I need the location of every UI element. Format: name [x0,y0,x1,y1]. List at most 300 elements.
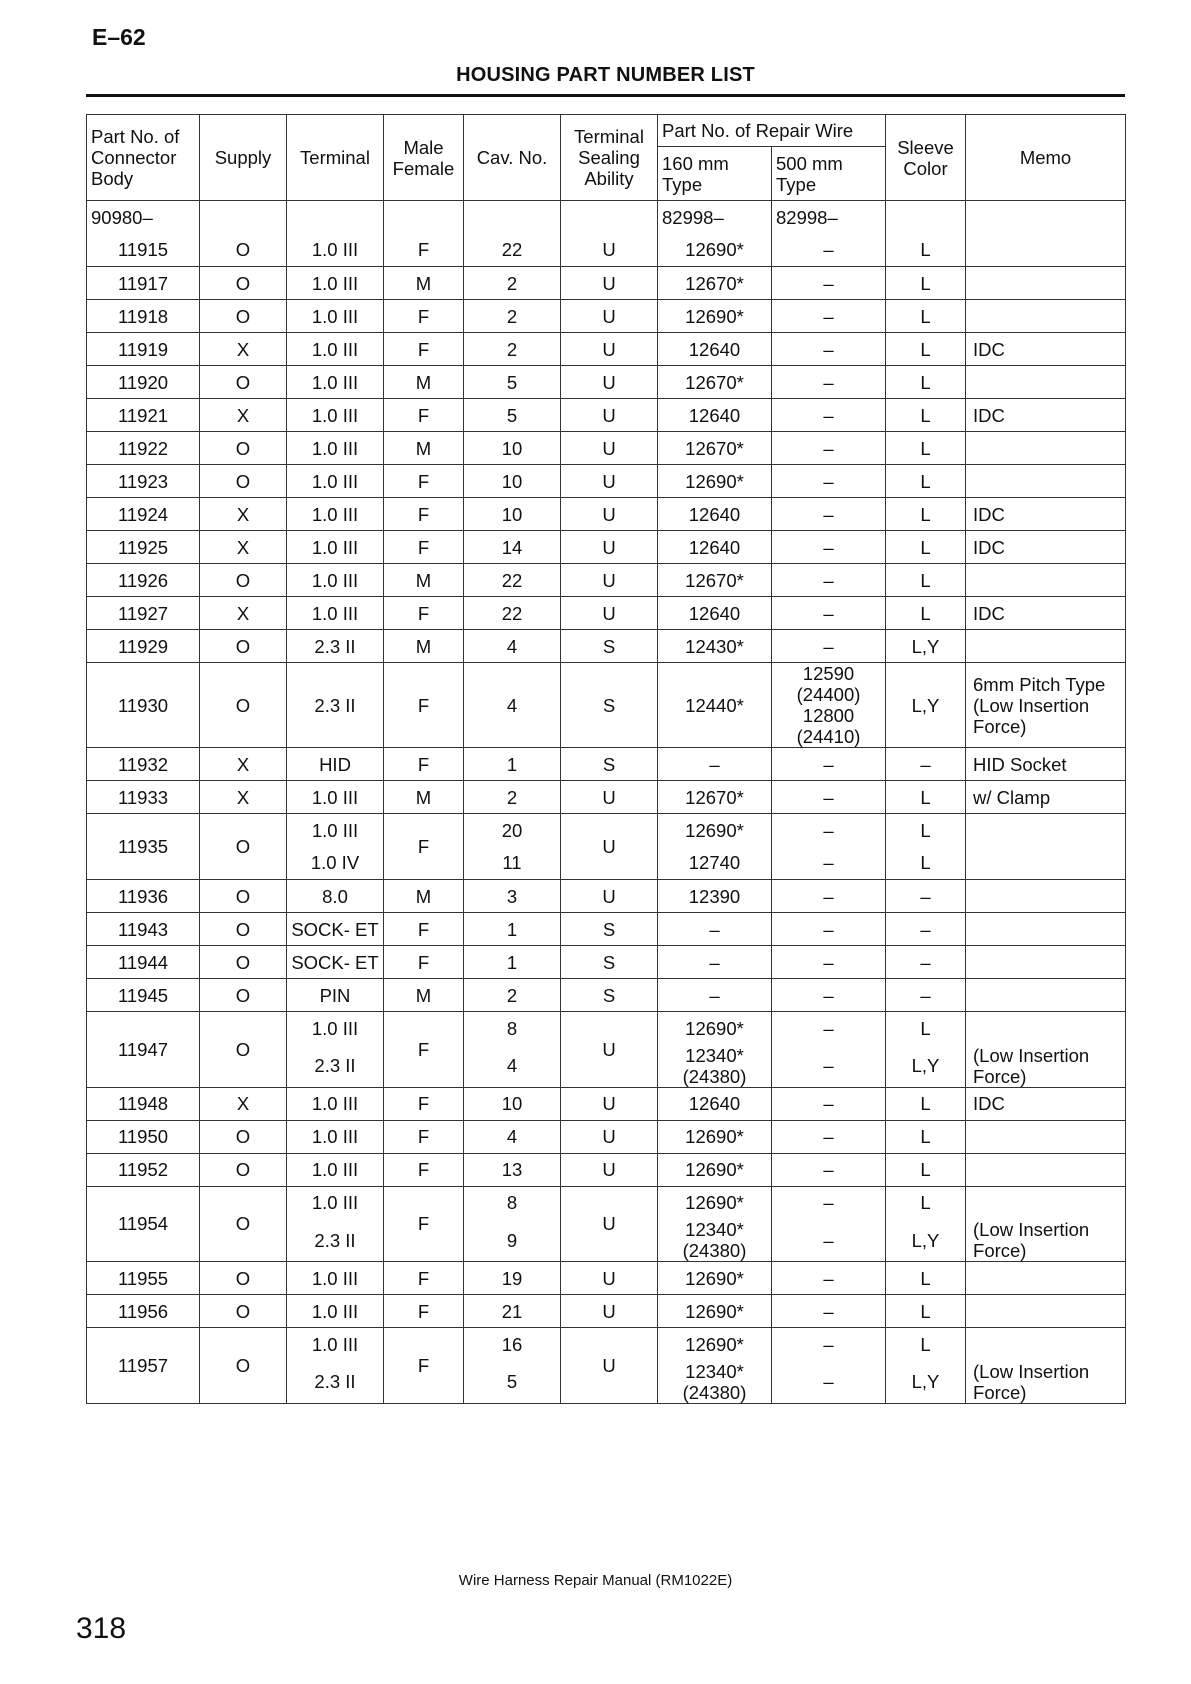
repair-160-cell: 12690* [658,234,772,267]
memo-cell: HID Socket [966,748,1126,781]
sealing-cell: U [561,1262,658,1295]
table-row [87,1328,1126,1361]
supply-cell: X [200,399,287,432]
supply-cell: O [200,1012,287,1088]
repair-160-cell: 12690* [658,1012,772,1045]
terminal-cell: 1.0 III [287,498,384,531]
repair-160-cell: 12690* [658,1153,772,1186]
sleeve-cell: L,Y [886,1219,966,1262]
terminal-cell: 1.0 III [287,597,384,630]
terminal-cell: 1.0 III [287,531,384,564]
cav-cell: 5 [464,399,561,432]
repair-500-cell: – [772,597,886,630]
memo-cell [966,814,1126,880]
memo-cell [966,1186,1126,1219]
table-row [87,498,1126,531]
supply-cell: O [200,663,287,748]
repair-160-cell: – [658,979,772,1012]
sleeve-cell: L [886,399,966,432]
memo-cell [966,880,1126,913]
male-female-cell: F [384,465,464,498]
supply-cell: O [200,946,287,979]
section-code: E–62 [92,24,146,50]
sleeve-cell: L [886,465,966,498]
male-female-cell: F [384,1295,464,1328]
terminal-cell: 1.0 III [287,1012,384,1045]
repair-160-cell: – [658,946,772,979]
repair-160-cell: 12340* (24380) [658,1361,772,1404]
repair-500-cell: – [772,234,886,267]
memo-cell [966,630,1126,663]
supply-cell: O [200,1186,287,1262]
table-row [87,748,1126,781]
part-number: 11917 [87,267,200,300]
male-female-cell: F [384,498,464,531]
sleeve-cell: L [886,1328,966,1361]
memo-cell [966,1012,1126,1045]
male-female-cell: F [384,333,464,366]
repair-160-cell: 12640 [658,531,772,564]
male-female-cell: F [384,1087,464,1120]
sealing-cell: S [561,913,658,946]
sealing-cell: U [561,814,658,880]
cav-cell: 13 [464,1153,561,1186]
sleeve-cell: L [886,267,966,300]
repair-500-cell: – [772,1361,886,1404]
repair-500-cell: – [772,1012,886,1045]
supply-cell: X [200,333,287,366]
part-number: 11929 [87,630,200,663]
sealing-cell: U [561,399,658,432]
part-number: 11950 [87,1120,200,1153]
male-female-cell: F [384,1262,464,1295]
terminal-cell: 2.3 II [287,1361,384,1404]
prefix-part: 90980– [87,201,200,234]
supply-cell: O [200,564,287,597]
sealing-cell: U [561,300,658,333]
male-female-cell: F [384,814,464,880]
male-female-cell: M [384,432,464,465]
terminal-cell: PIN [287,979,384,1012]
male-female-cell: F [384,597,464,630]
sleeve-cell: – [886,748,966,781]
part-number: 11922 [87,432,200,465]
repair-160-cell: 12670* [658,267,772,300]
repair-500-cell: – [772,432,886,465]
table-row [87,814,1126,847]
part-number: 11936 [87,880,200,913]
table-row [87,465,1126,498]
terminal-cell: 1.0 III [287,1328,384,1361]
terminal-cell: 2.3 II [287,1045,384,1088]
part-number: 11954 [87,1186,200,1262]
terminal-cell: 2.3 II [287,1219,384,1262]
sleeve-cell: L [886,1153,966,1186]
repair-500-cell: – [772,531,886,564]
repair-500-cell: – [772,913,886,946]
part-number: 11927 [87,597,200,630]
sleeve-cell: – [886,880,966,913]
part-number: 11921 [87,399,200,432]
repair-160-cell: 12690* [658,1328,772,1361]
cav-cell: 11 [464,847,561,880]
sealing-cell: U [561,366,658,399]
table-row [87,564,1126,597]
part-number: 11947 [87,1012,200,1088]
cav-cell: 2 [464,300,561,333]
terminal-cell: 8.0 [287,880,384,913]
table-row [87,1295,1126,1328]
repair-500-cell: – [772,781,886,814]
table-row [87,531,1126,564]
table-row [87,1120,1126,1153]
repair-500-cell: – [772,814,886,847]
repair-160-cell: 12690* [658,465,772,498]
supply-cell: O [200,913,287,946]
header-male-female: Male Female [384,115,464,201]
male-female-cell: M [384,564,464,597]
supply-cell: O [200,814,287,880]
repair-160-cell: 12690* [658,1186,772,1219]
memo-cell [966,1262,1126,1295]
male-female-cell: F [384,913,464,946]
sealing-cell: U [561,564,658,597]
memo-cell: IDC [966,498,1126,531]
part-number: 11919 [87,333,200,366]
memo-cell [966,432,1126,465]
male-female-cell: F [384,234,464,267]
repair-500-cell: – [772,300,886,333]
table-row [87,663,1126,748]
cav-cell: 1 [464,748,561,781]
cav-cell: 2 [464,333,561,366]
part-number: 11923 [87,465,200,498]
cav-cell: 10 [464,1087,561,1120]
male-female-cell: F [384,1153,464,1186]
memo-cell: (Low Insertion Force) [966,1361,1126,1404]
terminal-cell: 1.0 III [287,1262,384,1295]
sleeve-cell: L [886,498,966,531]
sleeve-cell: L [886,781,966,814]
terminal-cell: 1.0 IV [287,847,384,880]
part-number: 11943 [87,913,200,946]
table-row [87,1262,1126,1295]
memo-cell: w/ Clamp [966,781,1126,814]
repair-500-cell: – [772,1087,886,1120]
cav-cell: 20 [464,814,561,847]
terminal-cell: 2.3 II [287,663,384,748]
supply-cell: O [200,880,287,913]
repair-160-cell: 12670* [658,366,772,399]
supply-cell: X [200,748,287,781]
part-number: 11924 [87,498,200,531]
male-female-cell: F [384,748,464,781]
cav-cell: 8 [464,1186,561,1219]
supply-cell: X [200,597,287,630]
supply-cell: O [200,300,287,333]
sleeve-cell: L [886,847,966,880]
cav-cell: 4 [464,1120,561,1153]
sleeve-cell: L [886,333,966,366]
repair-160-cell: 12390 [658,880,772,913]
supply-cell: O [200,1295,287,1328]
male-female-cell: F [384,946,464,979]
part-number: 11945 [87,979,200,1012]
male-female-cell: F [384,663,464,748]
sealing-cell: U [561,432,658,465]
repair-160-cell: 12670* [658,432,772,465]
terminal-cell: 1.0 III [287,432,384,465]
repair-500-cell: – [772,979,886,1012]
part-number: 11918 [87,300,200,333]
male-female-cell: M [384,880,464,913]
title-rule [86,94,1125,97]
sleeve-cell: L [886,234,966,267]
repair-160-cell: 12640 [658,1087,772,1120]
sealing-cell: U [561,333,658,366]
repair-500-cell: – [772,267,886,300]
part-number: 11948 [87,1087,200,1120]
memo-cell [966,1120,1126,1153]
memo-cell: IDC [966,399,1126,432]
sealing-cell: U [561,1012,658,1088]
male-female-cell: F [384,531,464,564]
repair-500-cell: – [772,1120,886,1153]
memo-cell [966,366,1126,399]
header-sleeve-color: Sleeve Color [886,115,966,201]
header-terminal: Terminal [287,115,384,201]
repair-500-cell: – [772,880,886,913]
cav-cell: 19 [464,1262,561,1295]
sealing-cell: S [561,630,658,663]
terminal-cell: 1.0 III [287,234,384,267]
cav-cell: 5 [464,1361,561,1404]
table-row [87,1087,1126,1120]
cav-cell: 10 [464,498,561,531]
cav-cell: 2 [464,979,561,1012]
repair-500-cell: – [772,1219,886,1262]
prefix-160: 82998– [658,201,772,234]
memo-cell: IDC [966,531,1126,564]
terminal-cell: 1.0 III [287,1153,384,1186]
terminal-cell: 1.0 III [287,366,384,399]
terminal-cell: 2.3 II [287,630,384,663]
part-number: 11955 [87,1262,200,1295]
part-number: 11952 [87,1153,200,1186]
page-title: HOUSING PART NUMBER LIST [456,64,755,86]
repair-160-cell: 12670* [658,564,772,597]
memo-cell [966,564,1126,597]
sealing-cell: S [561,748,658,781]
male-female-cell: F [384,399,464,432]
header-sealing: Terminal Sealing Ability [561,115,658,201]
repair-500-cell: – [772,564,886,597]
sleeve-cell: L [886,366,966,399]
cav-cell: 22 [464,564,561,597]
supply-cell: O [200,267,287,300]
supply-cell: O [200,366,287,399]
sealing-cell: U [561,531,658,564]
supply-cell: X [200,781,287,814]
repair-500-cell: – [772,1328,886,1361]
header-500mm-type: 500 mm Type [772,147,886,201]
repair-160-cell: 12640 [658,399,772,432]
part-number: 11935 [87,814,200,880]
sealing-cell: S [561,946,658,979]
cav-cell: 2 [464,267,561,300]
memo-cell [966,1328,1126,1361]
part-number: 11957 [87,1328,200,1404]
repair-160-cell: 12440* [658,663,772,748]
terminal-cell: 1.0 III [287,1186,384,1219]
cav-cell: 10 [464,465,561,498]
repair-160-cell: – [658,748,772,781]
terminal-cell: 1.0 III [287,465,384,498]
header-cav-no: Cav. No. [464,115,561,201]
repair-160-cell: 12690* [658,1295,772,1328]
cav-cell: 8 [464,1012,561,1045]
sealing-cell: U [561,597,658,630]
repair-160-cell: 12690* [658,300,772,333]
table-row [87,432,1126,465]
header-supply: Supply [200,115,287,201]
table-row [87,234,1126,267]
repair-500-cell: – [772,498,886,531]
table-row [87,1186,1126,1219]
sleeve-cell: L [886,814,966,847]
table-row [87,597,1126,630]
table-row [87,880,1126,913]
table-row [87,1012,1126,1045]
repair-160-cell: 12690* [658,1120,772,1153]
terminal-cell: 1.0 III [287,300,384,333]
sleeve-cell: L [886,300,966,333]
sealing-cell: U [561,1186,658,1262]
supply-cell: O [200,234,287,267]
repair-160-cell: 12640 [658,597,772,630]
cav-cell: 4 [464,630,561,663]
male-female-cell: M [384,630,464,663]
terminal-cell: SOCK- ET [287,913,384,946]
sealing-cell: U [561,234,658,267]
memo-cell [966,465,1126,498]
table-row [87,630,1126,663]
supply-cell: O [200,630,287,663]
terminal-cell: HID [287,748,384,781]
repair-500-cell: – [772,1153,886,1186]
supply-cell: O [200,979,287,1012]
male-female-cell: M [384,366,464,399]
sealing-cell: U [561,267,658,300]
repair-500-cell: – [772,1045,886,1088]
sleeve-cell: L [886,432,966,465]
part-number: 11930 [87,663,200,748]
table-row [87,333,1126,366]
sleeve-cell: L [886,597,966,630]
male-female-cell: M [384,979,464,1012]
footer-text: Wire Harness Repair Manual (RM1022E) [458,1572,733,1589]
table-row [87,1153,1126,1186]
memo-cell: 6mm Pitch Type (Low Insertion Force) [966,663,1126,748]
repair-500-cell: – [772,465,886,498]
part-number: 11926 [87,564,200,597]
header-memo: Memo [966,115,1126,201]
male-female-cell: M [384,267,464,300]
sealing-cell: U [561,781,658,814]
supply-cell: X [200,498,287,531]
terminal-cell: 1.0 III [287,1120,384,1153]
repair-160-cell: 12430* [658,630,772,663]
repair-160-cell: 12340* (24380) [658,1219,772,1262]
table-row [87,979,1126,1012]
memo-cell [966,1153,1126,1186]
header-repair-wire: Part No. of Repair Wire [658,115,886,147]
cav-cell: 2 [464,781,561,814]
supply-cell: X [200,1087,287,1120]
cav-cell: 16 [464,1328,561,1361]
table-row [87,399,1126,432]
sealing-cell: U [561,880,658,913]
repair-160-cell: 12690* [658,814,772,847]
sleeve-cell: – [886,979,966,1012]
repair-500-cell: – [772,630,886,663]
sealing-cell: U [561,1153,658,1186]
sleeve-cell: L [886,1186,966,1219]
header-part-no: Part No. of Connector Body [87,115,200,201]
repair-160-cell: – [658,913,772,946]
memo-cell [966,979,1126,1012]
terminal-cell: 1.0 III [287,399,384,432]
table-row [87,267,1126,300]
part-number: 11925 [87,531,200,564]
header-160mm-type: 160 mm Type [658,147,772,201]
sleeve-cell: L [886,1012,966,1045]
repair-500-cell: – [772,1295,886,1328]
table-row [87,913,1126,946]
sleeve-cell: L [886,1262,966,1295]
sealing-cell: U [561,1328,658,1404]
sleeve-cell: – [886,913,966,946]
terminal-cell: 1.0 III [287,1087,384,1120]
terminal-cell: 1.0 III [287,814,384,847]
sealing-cell: S [561,663,658,748]
cav-cell: 4 [464,663,561,748]
repair-500-cell: 12590 (24400) 12800 (24410) [772,663,886,748]
table-row [87,946,1126,979]
cav-cell: 22 [464,234,561,267]
repair-500-cell: – [772,1262,886,1295]
cav-cell: 14 [464,531,561,564]
repair-500-cell: – [772,748,886,781]
supply-cell: O [200,1120,287,1153]
supply-cell: X [200,531,287,564]
repair-160-cell: 12690* [658,1262,772,1295]
supply-cell: O [200,465,287,498]
part-number: 11956 [87,1295,200,1328]
table-row [87,366,1126,399]
cav-cell: 4 [464,1045,561,1088]
cav-cell: 5 [464,366,561,399]
sealing-cell: U [561,1295,658,1328]
sealing-cell: U [561,498,658,531]
repair-500-cell: – [772,1186,886,1219]
page-number: 318 [76,1612,127,1645]
prefix-500: 82998– [772,201,886,234]
sealing-cell: U [561,1120,658,1153]
part-number: 11915 [87,234,200,267]
sleeve-cell: L [886,564,966,597]
cav-cell: 21 [464,1295,561,1328]
